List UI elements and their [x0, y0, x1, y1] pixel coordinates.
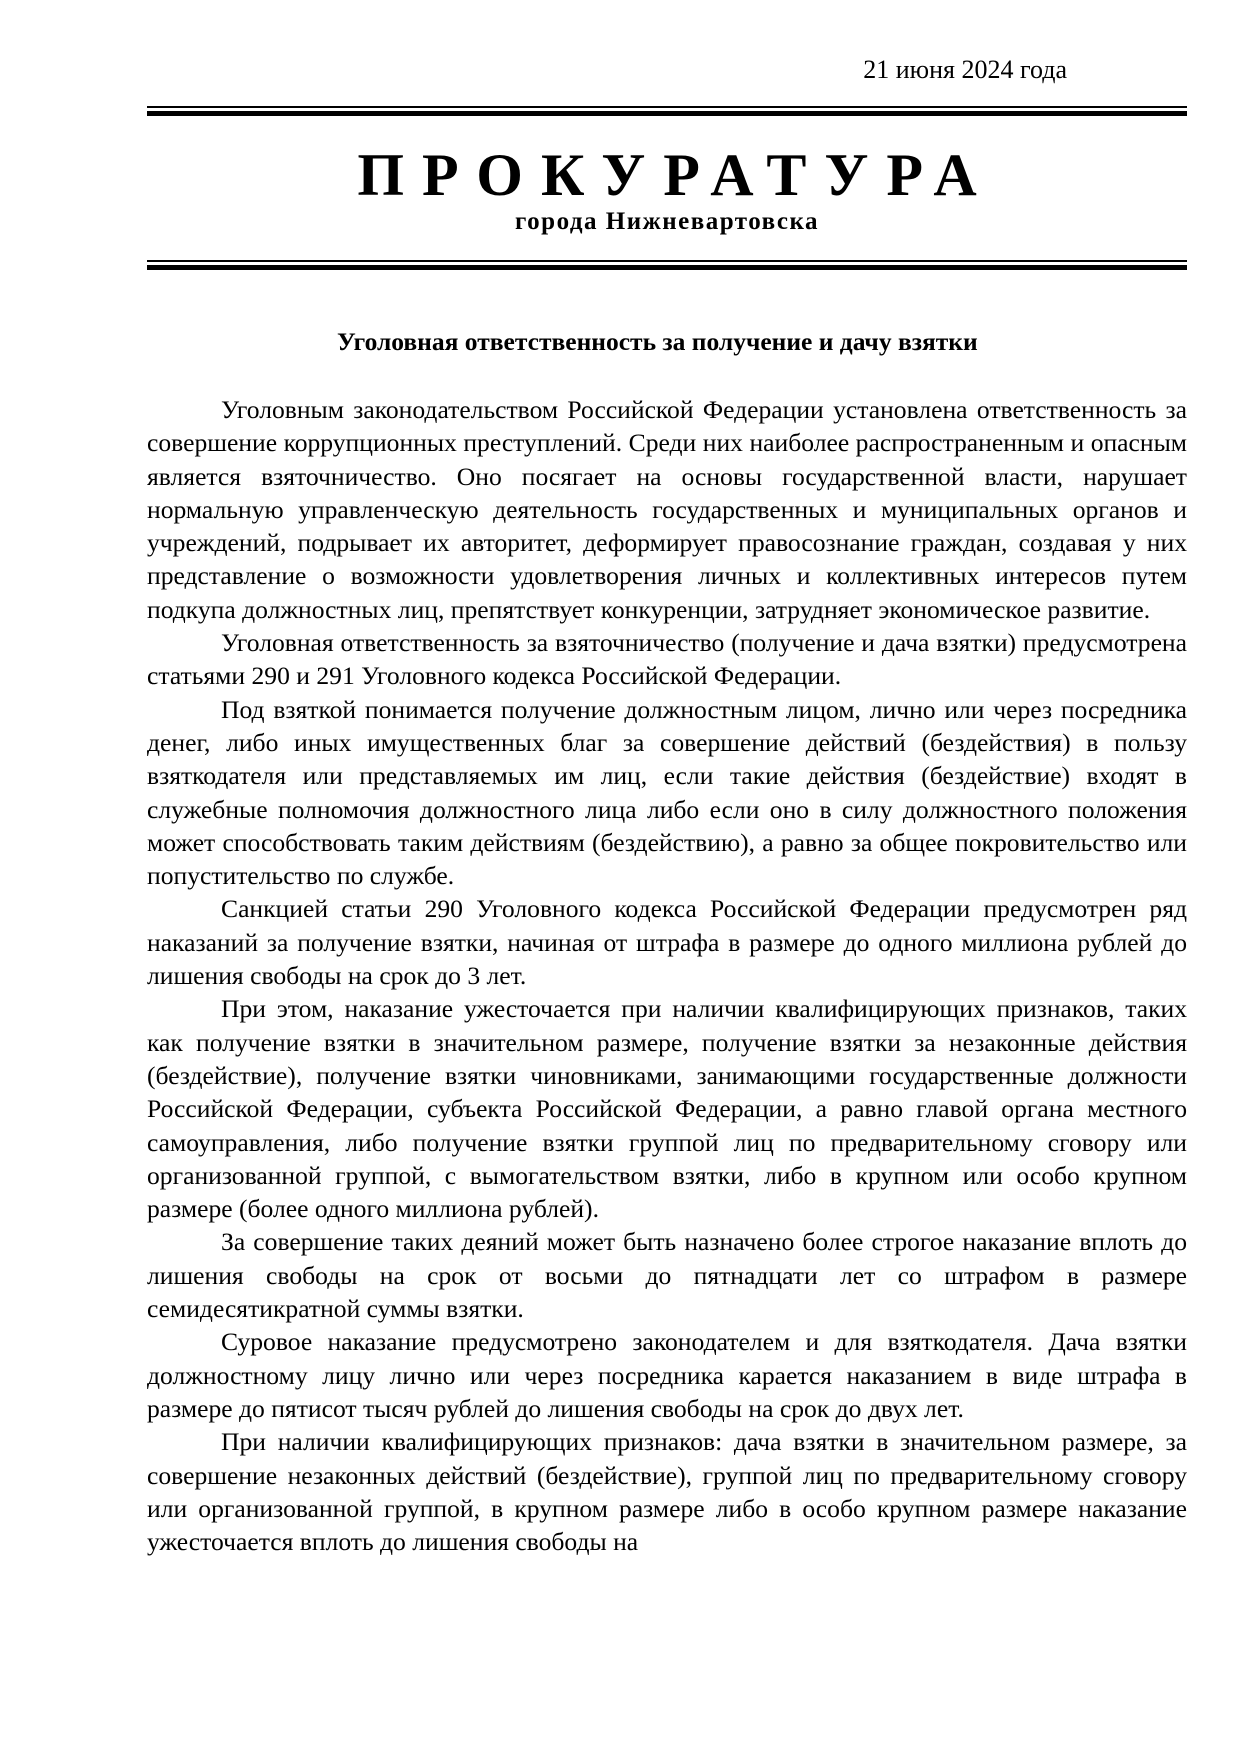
organization-city: города Нижневартовска — [514, 208, 820, 235]
paragraph: За совершение таких деяний может быть назначено более строгое наказание вплоть до лишения свободы на срок от восьми до пятнадцати лет со штрафом в размере семидесятикратной суммы взятки. — [147, 1227, 1187, 1324]
date-line: 21 июня 2024 года — [863, 55, 1067, 84]
organization-name: ПРОКУРАТУРА — [357, 142, 995, 208]
paragraph: При этом, наказание ужесточается при наличии квалифицирующих признаков, таких как получение взятки в значительном размере, получение взятки за незаконные действия (бездействие), получение взятки чиновниками, занимающими государственные должности Российской Федерации, субъекта Российской Федерации, а равно главой органа местного самоуправления, либо получение взятки группой лиц по предварительному сговору или организованной группой, с вымогательством взятки, либо в крупном или особо крупном размере (более одного миллиона рублей). — [147, 994, 1187, 1224]
paragraph: Под взяткой понимается получение должностным лицом, лично или через посредника денег, либо иных имущественных благ за совершение действий (бездействия) в пользу взяткодателя или представляемых им лиц, если такие действия (бездействие) входят в служебные полномочия должностного лица либо если оно в силу должностного положения может способствовать таким действиям (бездействию), а равно за общее покровительство или попустительство по службе. — [147, 694, 1187, 891]
paragraph: Уголовная ответственность за взяточничество (получение и дача взятки) предусмотрена статьями 290 и 291 Уголовного кодекса Российской Федерации. — [147, 628, 1187, 691]
paragraph: При наличии квалифицирующих признаков: дача взятки в значительном размере, за совершение незаконных действий (бездействие), группой лиц по предварительному сговору или организованной группой, в крупном размере либо в особо крупном размере наказание ужесточается вплоть до лишения свободы на — [147, 1427, 1187, 1557]
header-rule-top — [147, 106, 1187, 116]
document-title: Уголовная ответственность за получение и дачу взятки — [337, 327, 978, 356]
paragraph: Уголовным законодательством Российской Федерации установлена ответственность за совершение коррупционных преступлений. Среди них наиболее распространенным и опасным является взяточничество. Оно посягает на основы государственной власти, нарушает нормальную управленческую деятельность государственных и муниципальных органов и учреждений, подрывает их авторитет, деформирует правосознание граждан, создавая у них представление о возможности удовлетворения личных и коллективных интересов путем подкупа должностных лиц, препятствует конкуренции, затрудняет экономическое развитие. — [147, 395, 1187, 624]
paragraph: Суровое наказание предусмотрено законодателем и для взяткодателя. Дача взятки должностному лицу лично или через посредника карается наказанием в виде штрафа в размере до пятисот тысяч рублей до лишения свободы на срок до двух лет. — [147, 1327, 1187, 1423]
document-body — [147, 393, 1187, 1558]
paragraph: Санкцией статьи 290 Уголовного кодекса Российской Федерации предусмотрен ряд наказаний за получение взятки, начиная от штрафа в размере до одного миллиона рублей до лишения свободы на срок до 3 лет. — [147, 894, 1187, 991]
header-rule-bottom — [147, 260, 1187, 270]
